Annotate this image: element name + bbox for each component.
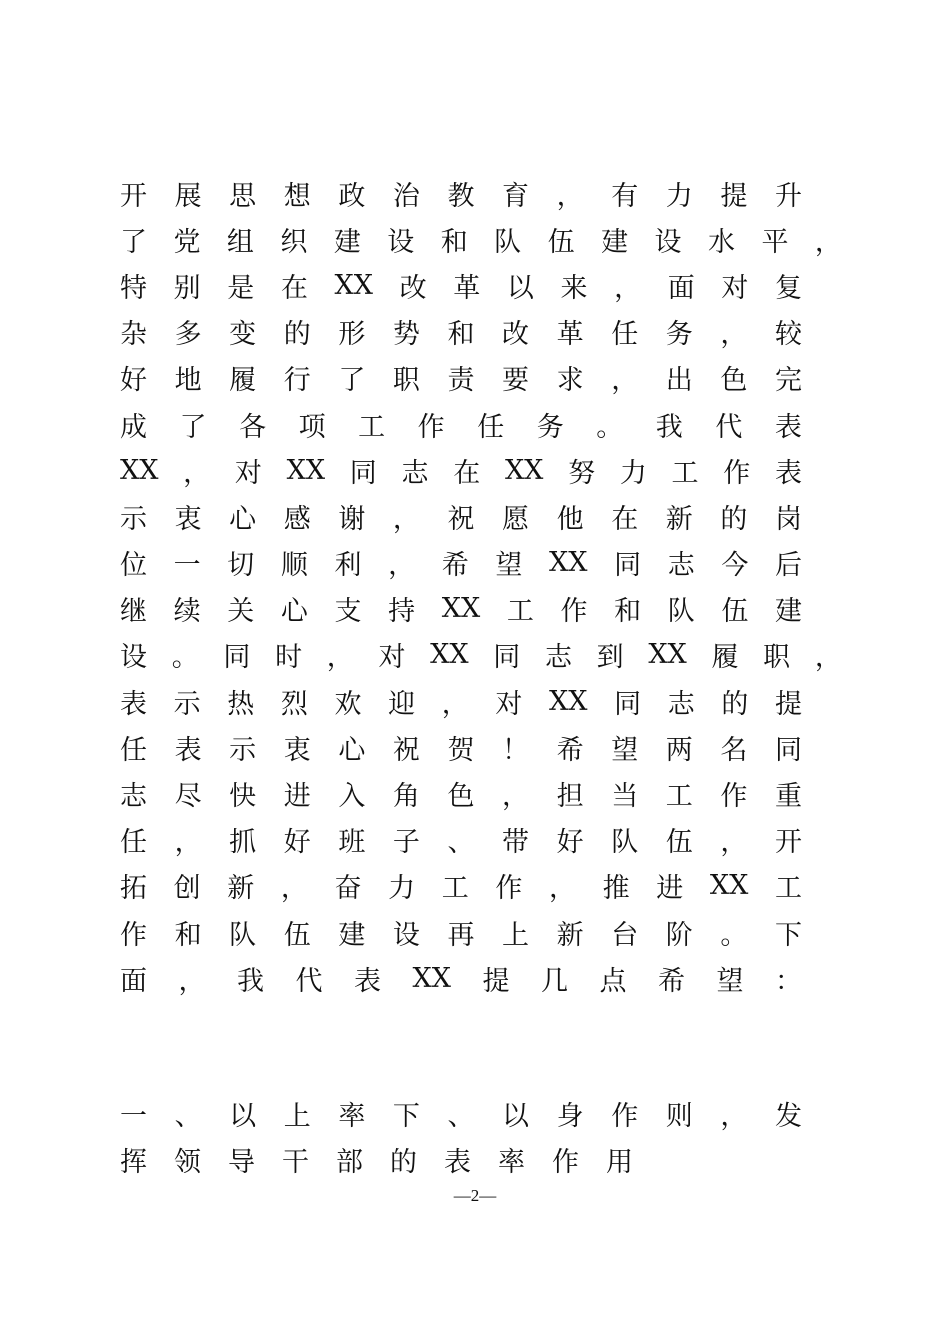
text-glyph: 新 xyxy=(227,873,255,905)
text-glyph: 的 xyxy=(390,1146,417,1178)
text-glyph: 希 xyxy=(441,550,469,582)
text-glyph: 时 xyxy=(275,642,303,674)
text-glyph: ， xyxy=(174,827,202,859)
text-glyph: 干 xyxy=(282,1146,309,1178)
text-glyph: 用 xyxy=(606,1146,633,1178)
text-glyph: 项 xyxy=(298,411,326,443)
text-glyph: 希 xyxy=(556,734,584,766)
text-glyph: ， xyxy=(720,827,748,859)
text-glyph: ， xyxy=(183,457,211,489)
text-glyph: 志 xyxy=(667,550,695,582)
text-glyph: 出 xyxy=(665,365,693,397)
text-glyph: 别 xyxy=(173,272,201,304)
text-glyph: ， xyxy=(814,226,842,258)
text-glyph: ， xyxy=(549,873,576,905)
text-glyph: ， xyxy=(441,688,469,720)
text-glyph: 心 xyxy=(229,503,257,535)
text-glyph: 任 xyxy=(611,319,639,351)
text-glyph: 表 xyxy=(774,411,802,443)
heading-line xyxy=(120,1136,802,1182)
text-glyph: 平 xyxy=(761,226,789,258)
text-glyph: ， xyxy=(326,642,354,674)
text-glyph: 入 xyxy=(338,781,366,813)
text-glyph: ， xyxy=(556,180,584,212)
text-glyph: 领 xyxy=(174,1146,201,1178)
text-glyph: 好 xyxy=(556,827,584,859)
text-glyph: 衷 xyxy=(283,734,311,766)
text-glyph: 对 xyxy=(495,688,523,720)
text-glyph: 祝 xyxy=(392,734,420,766)
text-glyph: 以 xyxy=(506,272,534,304)
text-glyph: 展 xyxy=(174,180,202,212)
text-glyph: 履 xyxy=(711,642,739,674)
text-glyph: 务 xyxy=(665,319,693,351)
text-glyph: 新 xyxy=(665,503,693,535)
text-glyph: 色 xyxy=(720,365,748,397)
text-glyph: 建 xyxy=(774,596,802,628)
text-glyph: 继 xyxy=(120,596,147,628)
text-glyph: 队 xyxy=(611,827,639,859)
text-glyph: 作 xyxy=(720,781,748,813)
text-glyph: 、 xyxy=(174,1100,202,1132)
text-glyph: 同 xyxy=(774,734,802,766)
text-glyph: 升 xyxy=(774,180,802,212)
text-glyph: 表 xyxy=(774,457,802,489)
text-glyph: 下 xyxy=(392,1100,420,1132)
text-glyph: 一 xyxy=(120,1100,147,1132)
text-glyph: 代 xyxy=(295,965,323,997)
text-glyph: 开 xyxy=(120,180,147,212)
text-glyph: 杂 xyxy=(120,319,147,351)
text-glyph: 作 xyxy=(611,1100,639,1132)
paragraph-line xyxy=(120,770,802,816)
text-glyph: 、 xyxy=(447,1100,475,1132)
text-glyph: 面 xyxy=(667,272,695,304)
text-glyph: 设 xyxy=(120,642,147,674)
text-glyph: 拓 xyxy=(120,873,147,905)
text-glyph: 他 xyxy=(556,503,584,535)
text-glyph: 发 xyxy=(774,1100,802,1132)
text-glyph: 求 xyxy=(556,365,584,397)
text-glyph: ， xyxy=(502,781,530,813)
text-glyph: 以 xyxy=(502,1100,530,1132)
text-glyph: 望 xyxy=(716,965,744,997)
text-glyph: 工 xyxy=(671,457,699,489)
text-glyph: 迎 xyxy=(388,688,416,720)
text-glyph: 建 xyxy=(338,919,366,951)
text-glyph: 多 xyxy=(174,319,202,351)
text-glyph: XX xyxy=(286,454,326,486)
text-glyph: ！ xyxy=(502,734,530,766)
text-glyph: 抓 xyxy=(229,827,257,859)
paragraph-line xyxy=(120,632,842,678)
text-glyph: 设 xyxy=(392,919,420,951)
text-glyph: 表 xyxy=(174,734,202,766)
text-glyph: ： xyxy=(774,965,802,997)
paragraph-line xyxy=(120,401,802,447)
page-number: —2— xyxy=(453,1186,497,1205)
paragraph-line xyxy=(120,309,802,355)
text-glyph: 心 xyxy=(280,596,308,628)
text-glyph: 同 xyxy=(614,550,642,582)
text-glyph: 革 xyxy=(453,272,481,304)
text-glyph: 在 xyxy=(280,272,308,304)
text-glyph: ， xyxy=(280,873,308,905)
text-glyph: 务 xyxy=(536,411,564,443)
text-glyph: 望 xyxy=(611,734,639,766)
text-glyph: 身 xyxy=(556,1100,584,1132)
text-glyph: 变 xyxy=(229,319,257,351)
text-glyph: 带 xyxy=(502,827,530,859)
text-glyph: 率 xyxy=(338,1100,366,1132)
text-glyph: ， xyxy=(814,642,842,674)
text-glyph: 。 xyxy=(171,642,199,674)
text-glyph: 点 xyxy=(599,965,627,997)
text-glyph: 希 xyxy=(657,965,685,997)
text-glyph: 要 xyxy=(502,365,530,397)
text-glyph: 提 xyxy=(774,688,802,720)
text-glyph: 则 xyxy=(665,1100,693,1132)
text-glyph: 表 xyxy=(120,688,147,720)
heading-line xyxy=(120,1090,802,1136)
text-glyph: 工 xyxy=(358,411,386,443)
text-glyph: 的 xyxy=(721,688,749,720)
text-glyph: 志 xyxy=(667,688,695,720)
text-glyph: 责 xyxy=(447,365,475,397)
text-glyph: 当 xyxy=(611,781,639,813)
text-glyph: 了 xyxy=(179,411,207,443)
text-glyph: 志 xyxy=(120,781,147,813)
text-glyph: 角 xyxy=(392,781,420,813)
text-glyph: 同 xyxy=(349,457,377,489)
text-glyph: 的 xyxy=(283,319,311,351)
text-glyph: 今 xyxy=(721,550,749,582)
text-glyph: 几 xyxy=(540,965,568,997)
text-glyph: XX xyxy=(430,639,469,671)
text-glyph: 教 xyxy=(447,180,475,212)
text-glyph: 完 xyxy=(774,365,802,397)
paragraph-line xyxy=(120,909,802,955)
text-glyph: 好 xyxy=(283,827,311,859)
text-glyph: 改 xyxy=(502,319,530,351)
text-glyph: 示 xyxy=(120,503,147,535)
text-glyph: 队 xyxy=(494,226,522,258)
text-glyph: 在 xyxy=(611,503,639,535)
text-glyph: 作 xyxy=(560,596,588,628)
text-glyph: 面 xyxy=(120,965,147,997)
paragraph-line xyxy=(120,678,802,724)
text-glyph: 职 xyxy=(763,642,791,674)
text-glyph: 示 xyxy=(173,688,201,720)
body-paragraph xyxy=(120,170,860,1001)
text-glyph: 改 xyxy=(399,272,427,304)
text-glyph: 来 xyxy=(560,272,588,304)
section-heading xyxy=(120,1090,860,1182)
text-glyph: 部 xyxy=(336,1146,363,1178)
text-glyph: XX xyxy=(648,639,687,671)
text-glyph: 任 xyxy=(120,734,147,766)
text-glyph: 持 xyxy=(388,596,416,628)
text-glyph: 台 xyxy=(611,919,639,951)
text-glyph: 和 xyxy=(447,319,475,351)
text-glyph: 、 xyxy=(447,827,475,859)
text-glyph: 担 xyxy=(556,781,584,813)
text-glyph: 伍 xyxy=(665,827,693,859)
text-glyph: 伍 xyxy=(547,226,575,258)
text-glyph: XX xyxy=(549,685,588,717)
text-glyph: 推 xyxy=(602,873,630,905)
text-glyph: 职 xyxy=(392,365,420,397)
paragraph-line xyxy=(120,540,802,586)
text-glyph: 成 xyxy=(120,411,147,443)
text-glyph: 谢 xyxy=(338,503,366,535)
text-glyph: 子 xyxy=(392,827,420,859)
text-glyph: 力 xyxy=(619,457,647,489)
text-glyph: 示 xyxy=(229,734,257,766)
text-glyph: 感 xyxy=(283,503,311,535)
text-glyph: XX xyxy=(709,870,749,902)
text-glyph: 重 xyxy=(774,781,802,813)
text-glyph: 建 xyxy=(601,226,629,258)
paragraph-line xyxy=(120,955,802,1001)
text-glyph: 和 xyxy=(440,226,468,258)
text-glyph: 同 xyxy=(493,642,521,674)
text-glyph: 力 xyxy=(665,180,693,212)
text-glyph: 关 xyxy=(227,596,255,628)
text-glyph: 工 xyxy=(774,873,802,905)
text-glyph: 力 xyxy=(388,873,416,905)
text-glyph: 建 xyxy=(333,226,361,258)
text-glyph: 同 xyxy=(223,642,251,674)
text-glyph: 设 xyxy=(387,226,415,258)
text-glyph: 我 xyxy=(237,965,264,997)
text-glyph: 伍 xyxy=(283,919,311,951)
text-glyph: 是 xyxy=(227,272,255,304)
text-glyph: 贺 xyxy=(447,734,475,766)
text-glyph: 育 xyxy=(502,180,530,212)
paragraph-line xyxy=(120,493,802,539)
text-glyph: 工 xyxy=(441,873,469,905)
text-glyph: 挥 xyxy=(120,1146,147,1178)
paragraph-line xyxy=(120,170,802,216)
text-glyph: 好 xyxy=(120,365,147,397)
text-glyph: 了 xyxy=(120,226,147,258)
text-glyph: 同 xyxy=(614,688,642,720)
text-glyph: 思 xyxy=(229,180,257,212)
text-glyph: 组 xyxy=(226,226,254,258)
text-glyph: 位 xyxy=(120,550,147,582)
text-glyph: 名 xyxy=(720,734,748,766)
text-glyph: 地 xyxy=(174,365,202,397)
text-glyph: 对 xyxy=(234,457,262,489)
text-glyph: 革 xyxy=(556,319,584,351)
text-glyph: 志 xyxy=(401,457,429,489)
text-glyph: 水 xyxy=(707,226,735,258)
text-glyph: 在 xyxy=(453,457,481,489)
text-glyph: 烈 xyxy=(280,688,308,720)
paragraph-line xyxy=(120,216,842,262)
text-glyph: 创 xyxy=(173,873,201,905)
text-glyph: 心 xyxy=(338,734,366,766)
text-glyph: 对 xyxy=(378,642,406,674)
text-glyph: 设 xyxy=(654,226,682,258)
text-glyph: 形 xyxy=(338,319,366,351)
text-glyph: 切 xyxy=(227,550,255,582)
paragraph-line xyxy=(120,447,802,493)
text-glyph: 对 xyxy=(721,272,749,304)
text-glyph: 代 xyxy=(715,411,743,443)
text-glyph: 作 xyxy=(417,411,445,443)
text-glyph: 作 xyxy=(495,873,523,905)
text-glyph: 支 xyxy=(334,596,362,628)
text-glyph: 复 xyxy=(774,272,802,304)
text-glyph: 奋 xyxy=(334,873,362,905)
text-glyph: 利 xyxy=(334,550,362,582)
text-glyph: 提 xyxy=(720,180,748,212)
text-glyph: 尽 xyxy=(174,781,202,813)
text-glyph: 率 xyxy=(498,1146,525,1178)
text-glyph: 努 xyxy=(568,457,596,489)
text-glyph: 较 xyxy=(774,319,802,351)
text-glyph: 新 xyxy=(556,919,584,951)
text-glyph: 队 xyxy=(667,596,695,628)
paragraph-line xyxy=(120,863,802,909)
text-glyph: 一 xyxy=(173,550,201,582)
text-glyph: 愿 xyxy=(502,503,530,535)
text-glyph: 志 xyxy=(544,642,572,674)
text-glyph: 。 xyxy=(596,411,624,443)
text-glyph: XX xyxy=(120,454,159,486)
text-glyph: 上 xyxy=(502,919,530,951)
text-glyph: 任 xyxy=(120,827,147,859)
text-glyph: 党 xyxy=(173,226,201,258)
text-glyph: ， xyxy=(178,965,206,997)
text-glyph: ， xyxy=(614,272,642,304)
text-glyph: 进 xyxy=(656,873,684,905)
text-glyph: 了 xyxy=(338,365,366,397)
paragraph-line xyxy=(120,586,802,632)
text-glyph: 热 xyxy=(227,688,255,720)
text-glyph: ， xyxy=(392,503,420,535)
text-glyph: 织 xyxy=(280,226,308,258)
paragraph-line xyxy=(120,724,802,770)
text-glyph: ， xyxy=(388,550,416,582)
text-glyph: 的 xyxy=(720,503,748,535)
text-glyph: 顺 xyxy=(280,550,308,582)
text-glyph: 进 xyxy=(283,781,311,813)
text-glyph: 行 xyxy=(283,365,311,397)
text-glyph: 望 xyxy=(495,550,523,582)
text-glyph: 班 xyxy=(338,827,366,859)
text-glyph: 和 xyxy=(174,919,202,951)
text-glyph: 作 xyxy=(723,457,751,489)
text-glyph: 工 xyxy=(665,781,693,813)
text-glyph: ， xyxy=(611,365,639,397)
text-glyph: 快 xyxy=(229,781,257,813)
text-glyph: 队 xyxy=(229,919,257,951)
text-glyph: 上 xyxy=(283,1100,311,1132)
text-glyph: 表 xyxy=(444,1146,471,1178)
text-glyph: 到 xyxy=(596,642,624,674)
text-glyph: 表 xyxy=(354,965,381,997)
text-glyph: 续 xyxy=(173,596,201,628)
text-glyph: XX xyxy=(441,593,481,625)
text-glyph: 色 xyxy=(447,781,475,813)
text-glyph: 欢 xyxy=(334,688,362,720)
text-glyph: 开 xyxy=(774,827,802,859)
text-glyph: 履 xyxy=(229,365,257,397)
text-glyph: 岗 xyxy=(774,503,802,535)
text-glyph: 再 xyxy=(447,919,475,951)
text-glyph: 任 xyxy=(477,411,505,443)
text-glyph: 作 xyxy=(120,919,147,951)
text-glyph: 祝 xyxy=(447,503,475,535)
text-glyph: 特 xyxy=(120,272,147,304)
text-glyph: 下 xyxy=(774,919,802,951)
text-glyph: XX xyxy=(549,547,588,579)
text-glyph: 我 xyxy=(655,411,683,443)
text-glyph: 势 xyxy=(392,319,420,351)
text-glyph: 提 xyxy=(482,965,510,997)
text-glyph: ， xyxy=(720,319,748,351)
paragraph-line xyxy=(120,262,802,308)
text-glyph: 两 xyxy=(665,734,693,766)
text-glyph: XX xyxy=(412,962,451,994)
text-glyph: ， xyxy=(720,1100,748,1132)
text-glyph: 以 xyxy=(229,1100,257,1132)
text-glyph: 各 xyxy=(239,411,267,443)
paragraph-line xyxy=(120,355,802,401)
text-glyph: 工 xyxy=(506,596,534,628)
text-glyph: 和 xyxy=(614,596,642,628)
text-glyph: 阶 xyxy=(665,919,693,951)
text-glyph: XX xyxy=(334,269,373,301)
text-glyph: 有 xyxy=(611,180,639,212)
text-glyph: 后 xyxy=(774,550,802,582)
text-glyph: 。 xyxy=(720,919,748,951)
text-glyph: 治 xyxy=(392,180,420,212)
text-glyph: 导 xyxy=(228,1146,255,1178)
text-glyph: 衷 xyxy=(174,503,202,535)
text-glyph: XX xyxy=(504,454,544,486)
text-glyph: 政 xyxy=(338,180,366,212)
text-glyph: 伍 xyxy=(721,596,749,628)
paragraph-line xyxy=(120,817,802,863)
text-glyph: 作 xyxy=(552,1146,579,1178)
text-glyph: 想 xyxy=(283,180,311,212)
